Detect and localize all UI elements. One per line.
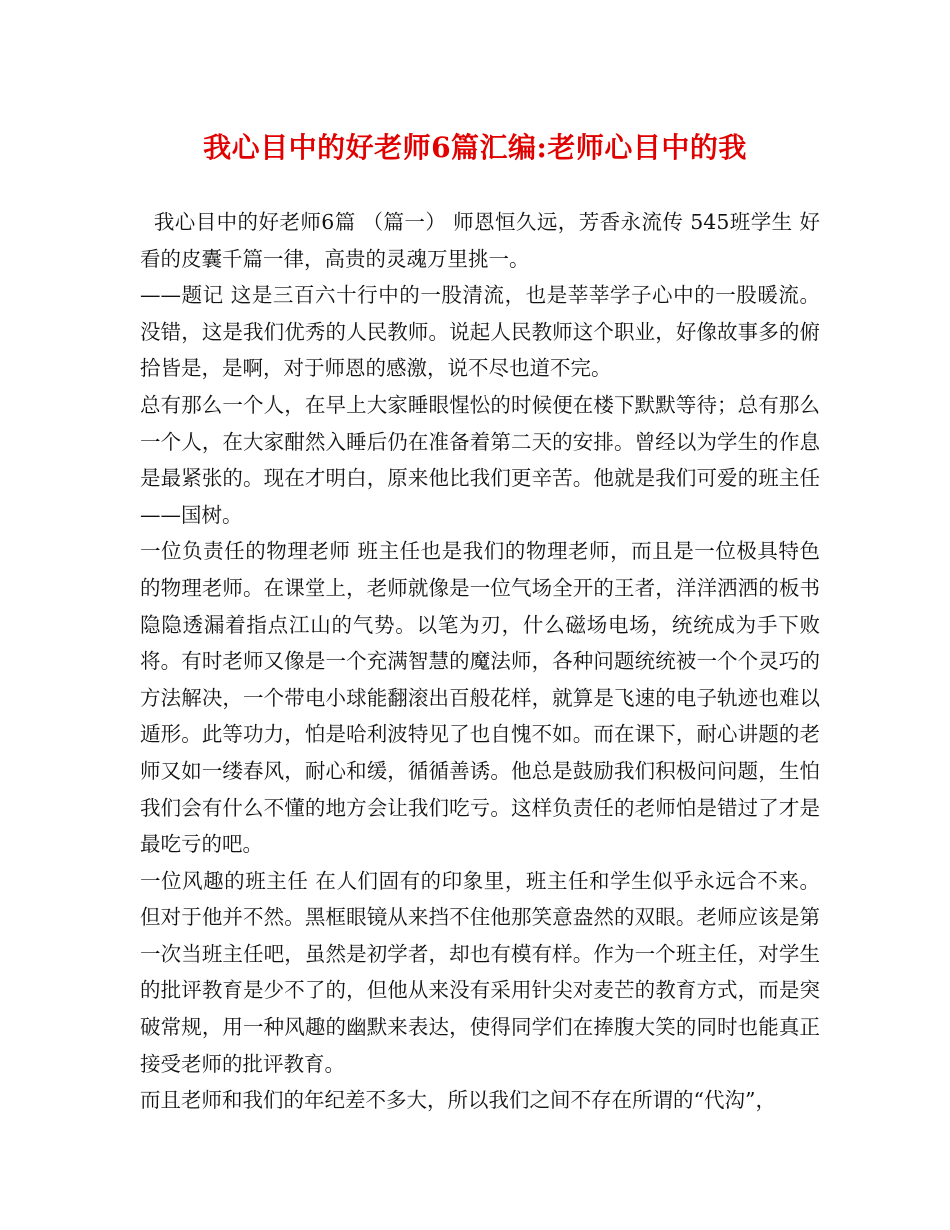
document-body: [140, 204, 820, 1119]
paragraph-4: 一位负责任的物理老师 班主任也是我们的物理老师，而且是一位极具特色的物理老师。在课堂上，老师就像是一位气场全开的王者，洋洋洒洒的板书隐隐透漏着指点江山的气势。以笔为刃，什么磁场电场，统统成为手下败将。有时老师又像是一个充满智慧的魔法师，各种问题统统被一个个灵巧的方法解决，一个带电小球能翻滚出百般花样，就算是飞速的电子轨迹也难以遁形。此等功力，怕是哈利波特见了也自愧不如。而在课下，耐心讲题的老师又如一缕春风，耐心和缓，循循善诱。他总是鼓励我们积极问问题，生怕我们会有什么不懂的地方会让我们吃亏。这样负责任的老师怕是错过了才是最吃亏的吧。: [140, 539, 820, 857]
document-title: 我心目中的好老师6篇汇编:老师心目中的我: [203, 131, 747, 164]
paragraph-6: 而且老师和我们的年纪差不多大，所以我们之间不存在所谓的“代沟”，: [140, 1088, 776, 1113]
paragraph-5: 一位风趣的班主任 在人们固有的印象里，班主任和学生似乎永远合不来。但对于他并不然。黑框眼镜从来挡不住他那笑意盎然的双眼。老师应该是第一次当班主任吧，虽然是初学者，却也有模有样。作为一个班主任，对学生的批评教育是少不了的，但他从来没有采用针尖对麦芒的教育方式，而是突破常规，用一种风趣的幽默来表达，使得同学们在捧腹大笑的同时也能真正接受老师的批评教育。: [140, 868, 820, 1076]
paragraph-2: ——题记 这是三百六十行中的一股清流，也是莘莘学子心中的一股暖流。没错，这是我们优秀的人民教师。说起人民教师这个职业，好像故事多的俯拾皆是，是啊，对于师恩的感激，说不尽也道不完。: [140, 283, 820, 381]
paragraph-3: 总有那么一个人，在早上大家睡眼惺忪的时候便在楼下默默等待；总有那么一个人，在大家酣然入睡后仍在准备着第二天的安排。曾经以为学生的作息是最紧张的。现在才明白，原来他比我们更辛苦。他就是我们可爱的班主任——国树。: [140, 392, 820, 527]
paragraph-1: 我心目中的好老师6篇 （篇一） 师恩恒久远，芳香永流传 545班学生 好看的皮囊千篇一律，高贵的灵魂万里挑一。: [140, 210, 820, 271]
